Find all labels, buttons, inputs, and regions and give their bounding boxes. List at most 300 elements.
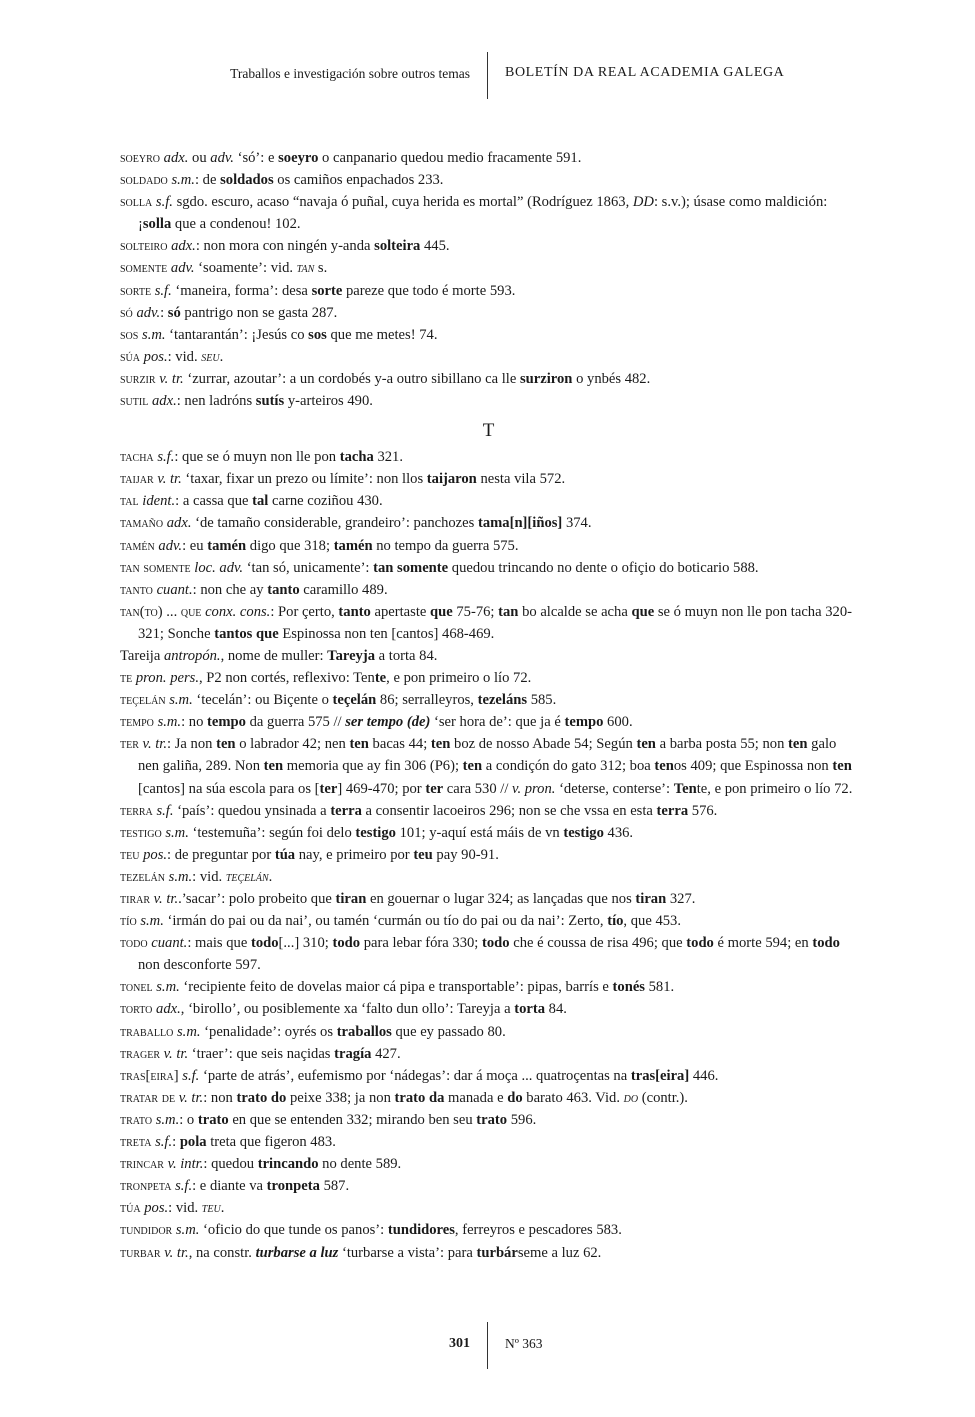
grammar-label: conx. cons.	[205, 603, 271, 620]
entry-headword: tamaño	[120, 515, 164, 532]
entry-text: que ey passado 80.	[391, 1023, 506, 1040]
entry-text: se ó muyn non lle pon tacha 320-321; Sonche	[138, 603, 852, 642]
grammar-label: adv.	[136, 304, 161, 321]
entry-headword: trato	[120, 1111, 153, 1128]
example-keyword: taijaron	[426, 471, 477, 488]
example-keyword: que	[631, 603, 655, 620]
grammar-label: v. tr.	[163, 1045, 189, 1062]
entry-text: 321.	[373, 449, 403, 466]
entry-headword: terra	[120, 802, 153, 819]
example-keyword: todo	[812, 935, 840, 952]
example-keyword: ten	[263, 758, 284, 775]
example-keyword: testigo	[355, 824, 396, 841]
entry-text: :	[172, 1134, 180, 1151]
entry-text: 84.	[545, 1001, 567, 1018]
entry-text: s.	[314, 260, 328, 277]
entry-text: apertaste	[370, 603, 431, 620]
entry-text: 581.	[644, 979, 675, 996]
entry-headword: testigo	[120, 824, 162, 841]
entry-text: digo que 318;	[246, 537, 334, 554]
entry-headword: sorte	[120, 282, 152, 299]
entry-text: carne coziñou 430.	[268, 493, 383, 510]
entry-text: cara 530 //	[443, 780, 513, 797]
entry-text: ‘só’: e	[233, 150, 279, 166]
entry-text: 327.	[666, 891, 696, 907]
entry-text: Espinossa non ten [cantos] 468-469.	[278, 625, 495, 642]
entry-headword: tirar	[120, 891, 150, 907]
glossary-entry	[120, 1065, 857, 1087]
cross-reference: teu	[201, 1200, 221, 1217]
entry-text: os camiños enpachados 233.	[273, 172, 444, 189]
example-keyword: tundidores	[387, 1222, 455, 1239]
entry-text: nesta vila 572.	[476, 471, 566, 488]
glossary-entry	[120, 667, 857, 689]
example-keyword: trincando	[257, 1156, 319, 1173]
example-keyword: tiran	[335, 891, 367, 907]
example-keyword: todo	[686, 935, 714, 952]
grammar-label: cuant.	[151, 935, 188, 952]
entry-headword: torto	[120, 1001, 153, 1018]
grammar-label: v. tr.	[142, 736, 168, 753]
entry-text: ‘deterse, conterse’:	[555, 780, 674, 797]
entry-headword: tan somente	[120, 559, 191, 576]
glossary-entry	[120, 976, 857, 998]
entry-text: ‘taxar, fixar un prezo ou límite’: non llos	[181, 471, 427, 488]
entry-text: ‘parte de atrás’, eufemismo por ‘nádegas’: dar á moça ... quatroçentas na	[199, 1067, 631, 1084]
entry-text: ‘maneira, forma’: desa	[171, 282, 312, 299]
entry-headword: tundidor	[120, 1222, 173, 1239]
grammar-label: v. tr.	[159, 370, 184, 387]
grammar-label: s.f.	[157, 449, 175, 466]
entry-text: , que 453.	[623, 913, 681, 930]
entry-text: ‘de tamaño considerable, grandeiro’: panchozes	[191, 515, 478, 532]
example-keyword: ten	[430, 736, 451, 753]
entry-text: ‘irmán do pai ou da nai’, ou tamén ‘curmán ou tío do pai ou da nai’: Zerto,	[163, 913, 608, 930]
entry-headword: túa	[120, 1200, 141, 1217]
grammar-label: v. tr.	[164, 1244, 189, 1261]
example-keyword: testigo	[563, 824, 604, 841]
entry-headword: tezelán	[120, 868, 165, 885]
entry-text: :	[160, 304, 168, 321]
glossary-entry	[120, 844, 857, 866]
entry-headword: traballo	[120, 1023, 174, 1040]
glossary-entry	[120, 645, 857, 667]
entry-text: 427.	[371, 1045, 401, 1062]
entry-text: caramillo 489.	[299, 581, 388, 598]
grammar-label: s.f.	[156, 802, 174, 819]
grammar-label: s.m.	[175, 1222, 200, 1239]
example-keyword: Ten	[673, 780, 697, 797]
grammar-label: s.m.	[171, 172, 195, 189]
entry-text: 374.	[562, 515, 592, 532]
cross-reference: do	[623, 1089, 639, 1106]
entry-text: ‘testemuña’: según foi delo	[188, 824, 356, 841]
glossary-entry	[120, 1175, 857, 1197]
entry-text: ‘penalidade’: oyrés os	[200, 1023, 337, 1040]
example-keyword: trato	[197, 1111, 229, 1128]
entry-text: .	[219, 348, 224, 365]
entry-headword: tacha	[120, 449, 154, 466]
glossary-entry	[120, 235, 857, 257]
grammar-label: cuant.	[156, 581, 193, 598]
example-keyword: tan	[498, 603, 519, 620]
glossary-entry	[120, 468, 857, 490]
example-keyword: tezeláns	[477, 692, 528, 709]
grammar-label: pron. pers.	[135, 670, 199, 687]
footer-divider	[487, 1322, 488, 1369]
entry-text: boz de nosso Abade 54; Según	[450, 736, 637, 753]
entry-text: , na constr.	[188, 1244, 256, 1261]
example-keyword: tras[eira]	[630, 1067, 690, 1084]
glossary-body	[120, 147, 857, 1264]
grammar-label: adx.	[171, 238, 196, 255]
entry-text: ‘zurrar, azoutar’: a un cordobés y-a outro sibillano ca lle	[183, 370, 520, 387]
example-keyword: torta	[514, 1001, 546, 1018]
entry-headword: surzir	[120, 370, 156, 387]
entry-text: : s.v.); úsase como maldición: ¡	[138, 194, 828, 233]
glossary-entry	[120, 1109, 857, 1131]
example-keyword: tama[n][iños]	[477, 515, 563, 532]
entry-text: 436.	[603, 824, 634, 841]
entry-text: 445.	[420, 238, 450, 255]
entry-text: ou	[188, 150, 211, 166]
glossary-entry	[120, 601, 857, 645]
entry-text: treta que figeron 483.	[206, 1134, 336, 1151]
glossary-entry	[120, 390, 857, 412]
entry-text: sgdo. escuro, acaso “navaja ó puñal, cuya herida es mortal” (Rodríguez 1863,	[172, 194, 633, 211]
entry-text: 576.	[688, 802, 718, 819]
example-keyword: te	[374, 670, 387, 687]
grammar-label: adv.	[170, 260, 195, 277]
example-keyword: Tareyja	[327, 647, 376, 664]
example-keyword: tanto	[267, 581, 300, 598]
entry-text: ‘tan só, unicamente’:	[243, 559, 374, 576]
glossary-entry	[120, 910, 857, 932]
entry-text: en que se entenden 332; mirando ben seu	[228, 1111, 477, 1128]
grammar-label: pos.	[143, 348, 168, 365]
entry-text: : vid.	[168, 1200, 202, 1217]
entry-headword: teu	[120, 846, 140, 863]
grammar-label: s.f.	[155, 1134, 173, 1151]
example-keyword: tragía	[334, 1045, 372, 1062]
cross-reference: tan	[296, 260, 315, 277]
entry-text: , e pon primeiro o lío 72.	[386, 670, 532, 687]
entry-text: ‘soamente’: vid.	[194, 260, 297, 277]
entry-text: Tareija	[120, 647, 161, 664]
example-keyword: tan somente	[373, 559, 449, 576]
glossary-entry	[120, 1087, 857, 1109]
entry-text: : Ja non	[167, 736, 217, 753]
entry-headword: solteiro	[120, 238, 168, 255]
glossary-entry	[120, 1242, 857, 1264]
cross-reference: teçelán	[225, 868, 269, 885]
entry-text: que me metes! 74.	[326, 326, 438, 343]
example-keyword: ten	[788, 736, 808, 753]
entry-text: bacas 44;	[368, 736, 431, 753]
glossary-entry	[120, 998, 857, 1020]
example-keyword: ter	[319, 780, 338, 797]
entry-text: : vid.	[192, 868, 226, 885]
example-keyword: trato	[476, 1111, 508, 1128]
entry-headword: treta	[120, 1134, 152, 1151]
entry-text: nay, e primeiro por	[295, 846, 414, 863]
grammar-label: s.m.	[177, 1023, 201, 1040]
page-number: 301	[449, 1336, 470, 1351]
entry-text: ‘tecelán’: ou Biçente o	[192, 692, 333, 709]
example-keyword: surziron	[519, 370, 573, 387]
example-keyword: todo	[482, 935, 510, 952]
entry-text: te, e pon primeiro o lío 72.	[696, 780, 853, 797]
entry-headword: tonel	[120, 979, 153, 996]
example-keyword: que	[430, 603, 453, 620]
glossary-entry	[120, 1043, 857, 1065]
entry-text: quedou trincando no dente o ofiçio do boticario 588.	[448, 559, 759, 576]
example-keyword: ter	[425, 780, 444, 797]
example-keyword: tal	[252, 493, 269, 510]
grammar-label: adx.	[152, 393, 177, 410]
entry-text: : que se ó muyn non lle pon	[174, 449, 340, 466]
entry-headword: súa	[120, 348, 141, 365]
entry-text: é morte 594; en	[713, 935, 813, 952]
entry-headword: sutil	[120, 393, 149, 410]
glossary-entry	[120, 446, 857, 468]
section-letter-heading: T	[482, 420, 495, 442]
example-keyword: tamén	[207, 537, 247, 554]
glossary-entry	[120, 324, 857, 346]
glossary-entry	[120, 579, 857, 601]
glossary-section-s	[120, 147, 857, 412]
issue-number: Nº 363	[505, 1336, 543, 1351]
entry-headword: trincar	[120, 1156, 164, 1173]
entry-text: : eu	[182, 537, 208, 554]
entry-text: : non	[203, 1089, 237, 1106]
entry-text: en gouernar o lugar 324; as lançadas que nos	[366, 891, 636, 907]
phrase-keyword: ser tempo (de)	[345, 714, 431, 731]
entry-text: : de	[194, 172, 221, 189]
entry-text: 101; y-aquí está máis de vn	[395, 824, 564, 841]
grammar-label: s.m.	[156, 979, 180, 996]
entry-text: 600.	[603, 714, 633, 731]
entry-headword: tal	[120, 493, 139, 510]
entry-text: a barba posta 55; non	[655, 736, 789, 753]
entry-text: peixe 338; ja non	[286, 1089, 395, 1106]
entry-text: [cantos] na súa escola para os [	[138, 780, 320, 797]
grammar-label: loc. adv.	[194, 559, 244, 576]
entry-text: ‘recipiente feito de dovelas maior cá pipa e transportable’: pipas, barrís e	[179, 979, 613, 996]
glossary-entry	[120, 280, 857, 302]
entry-text: ‘ser hora de’: que ja é	[430, 714, 565, 731]
glossary-section-t	[120, 446, 857, 1263]
glossary-entry	[120, 490, 857, 512]
example-keyword: ten	[462, 758, 483, 775]
entry-text: : non che ay	[192, 581, 268, 598]
entry-headword: turbar	[120, 1244, 161, 1261]
glossary-entry	[120, 557, 857, 579]
grammar-label: s.m.	[168, 868, 193, 885]
entry-headword: soldado	[120, 172, 168, 189]
entry-text: : nen ladróns	[176, 393, 256, 410]
entry-headword: tío	[120, 913, 137, 930]
entry-headword: tan(to) ... que	[120, 603, 202, 620]
entry-text: que a condenou! 102.	[171, 216, 301, 233]
entry-headword: tras[eira]	[120, 1067, 179, 1084]
entry-text: ‘país’: quedou ynsinada a	[173, 802, 331, 819]
entry-headword: só	[120, 304, 133, 321]
example-keyword: tiran	[635, 891, 667, 907]
entry-text: : e diante va	[192, 1178, 267, 1195]
example-keyword: todo	[332, 935, 361, 952]
grammar-label: adx.	[163, 150, 189, 166]
entry-text: , P2 non cortés, reflexivo: Ten	[198, 670, 375, 687]
entry-headword: tempo	[120, 714, 154, 731]
entry-text: (contr.).	[638, 1089, 688, 1106]
glossary-entry	[120, 711, 857, 733]
entry-text: .	[268, 868, 273, 885]
glossary-entry	[120, 169, 857, 191]
grammar-label: pos.	[144, 1200, 169, 1217]
entry-text: da guerra 575 //	[245, 714, 346, 731]
example-keyword: túa	[274, 846, 296, 863]
glossary-entry	[120, 822, 857, 844]
grammar-label: s.m.	[140, 913, 164, 930]
example-keyword: todo	[250, 935, 279, 952]
cross-reference: seu	[201, 348, 220, 365]
entry-text: .’sacar’: polo probeito que	[178, 891, 336, 907]
entry-text: barato 463. Vid.	[522, 1089, 624, 1106]
example-keyword: soldados	[220, 172, 274, 189]
grammar-label: s.f.	[175, 1178, 193, 1195]
grammar-label: adv.	[158, 537, 183, 554]
grammar-label: v. pron.	[512, 780, 556, 797]
grammar-label: s.m.	[165, 824, 189, 841]
entry-headword: te	[120, 670, 133, 687]
example-keyword: soeyro	[278, 150, 319, 166]
entry-text: galo nen galiña, 289. Non	[138, 736, 837, 775]
entry-text: che é coussa de risa 496; que	[509, 935, 687, 952]
entry-text: pantrigo non se gasta 287.	[180, 304, 338, 321]
example-keyword: terra	[656, 802, 689, 819]
grammar-label: ident.	[142, 493, 176, 510]
entry-text: a consentir lacoeiros 296; non se che vssa en esta	[361, 802, 657, 819]
entry-text: , nome de muller:	[220, 647, 328, 664]
entry-headword: tronpeta	[120, 1178, 172, 1195]
entry-text: : o	[179, 1111, 198, 1128]
glossary-entry	[120, 800, 857, 822]
entry-headword: tamén	[120, 537, 155, 554]
entry-text: memoria que ay fin 306 (P6);	[283, 758, 463, 775]
entry-text: 75-76;	[452, 603, 499, 620]
example-keyword: tonés	[612, 979, 645, 996]
glossary-entry	[120, 191, 857, 235]
grammar-label: s.m.	[155, 1111, 180, 1128]
entry-text: o canpanario quedou medio fracamente 591.	[318, 150, 582, 166]
example-keyword: turbár	[476, 1244, 518, 1261]
grammar-label: adv.	[210, 150, 234, 166]
example-keyword: tamén	[333, 537, 373, 554]
entry-text: non desconforte 597.	[138, 957, 261, 974]
entry-headword: somente	[120, 260, 168, 277]
glossary-entry	[120, 1219, 857, 1241]
entry-text: : vid.	[167, 348, 202, 365]
grammar-label: v. tr.	[157, 471, 182, 488]
entry-text: no tempo da guerra 575.	[372, 537, 519, 554]
grammar-label: s.f.	[182, 1067, 200, 1084]
entry-text: pareze que todo é morte 593.	[342, 282, 516, 299]
glossary-entry	[120, 888, 857, 910]
entry-text: : de preguntar por	[167, 846, 275, 863]
glossary-entry	[120, 1197, 857, 1219]
entry-text: , ferreyros e pescadores 583.	[454, 1222, 622, 1239]
entry-text: : mais que	[187, 935, 251, 952]
glossary-entry	[120, 368, 857, 390]
entry-text: : non mora con ningén y-anda	[195, 238, 375, 255]
example-keyword: ten	[349, 736, 369, 753]
entry-text: ] 469-470; por	[337, 780, 426, 797]
entry-text: o labrador 42; nen	[235, 736, 350, 753]
example-keyword: tacha	[339, 449, 374, 466]
glossary-entry	[120, 535, 857, 557]
example-keyword: tanto	[338, 603, 371, 620]
entry-text: .	[220, 1200, 225, 1217]
glossary-entry	[120, 346, 857, 368]
grammar-label: pos.	[143, 846, 168, 863]
phrase-keyword: turbarse a luz	[255, 1244, 339, 1261]
glossary-entry	[120, 512, 857, 534]
example-keyword: ten	[636, 736, 656, 753]
glossary-entry	[120, 689, 857, 711]
example-keyword: teu	[413, 846, 433, 863]
entry-text: : Por çerto,	[270, 603, 339, 620]
example-keyword: pola	[179, 1134, 207, 1151]
example-keyword: tempo	[564, 714, 604, 731]
example-keyword: ten	[832, 758, 852, 775]
grammar-label: s.f.	[154, 282, 172, 299]
entry-text: para lebar fóra 330;	[360, 935, 483, 952]
example-keyword: trato do	[236, 1089, 287, 1106]
entry-headword: soeyro	[120, 150, 161, 166]
entry-text: ‘oficio do que tunde os panos’:	[199, 1222, 388, 1239]
example-keyword: solteira	[374, 238, 421, 255]
entry-text: o ynbés 482.	[572, 370, 651, 387]
entry-text: bo alcalde se acha	[518, 603, 632, 620]
example-keyword: teçelán	[332, 692, 377, 709]
example-keyword: tronpeta	[266, 1178, 320, 1195]
entry-text: : a cassa que	[175, 493, 253, 510]
grammar-label: s.m.	[157, 714, 182, 731]
grammar-label: v. tr.	[153, 891, 179, 907]
entry-text: no dente 589.	[318, 1156, 402, 1173]
example-keyword: traballos	[336, 1023, 392, 1040]
header-divider	[487, 52, 488, 99]
grammar-label: s.m.	[169, 692, 193, 709]
example-keyword: tempo	[207, 714, 246, 731]
entry-text: a torta 84.	[375, 647, 438, 664]
entry-text: : quedou	[203, 1156, 258, 1173]
entry-text: 446.	[689, 1067, 719, 1084]
grammar-label: v. intr.	[167, 1156, 204, 1173]
example-keyword: trato da	[394, 1089, 445, 1106]
grammar-label: antropón.	[163, 647, 221, 664]
running-header	[0, 52, 975, 100]
example-keyword: ten	[216, 736, 236, 753]
grammar-label: DD	[632, 194, 654, 211]
entry-headword: tanto	[120, 581, 153, 598]
glossary-entry	[120, 147, 857, 169]
grammar-label: s.f.	[155, 194, 173, 211]
page-footer	[0, 1322, 975, 1370]
grammar-label: adx.	[156, 1001, 181, 1018]
example-keyword: sos	[308, 326, 327, 343]
